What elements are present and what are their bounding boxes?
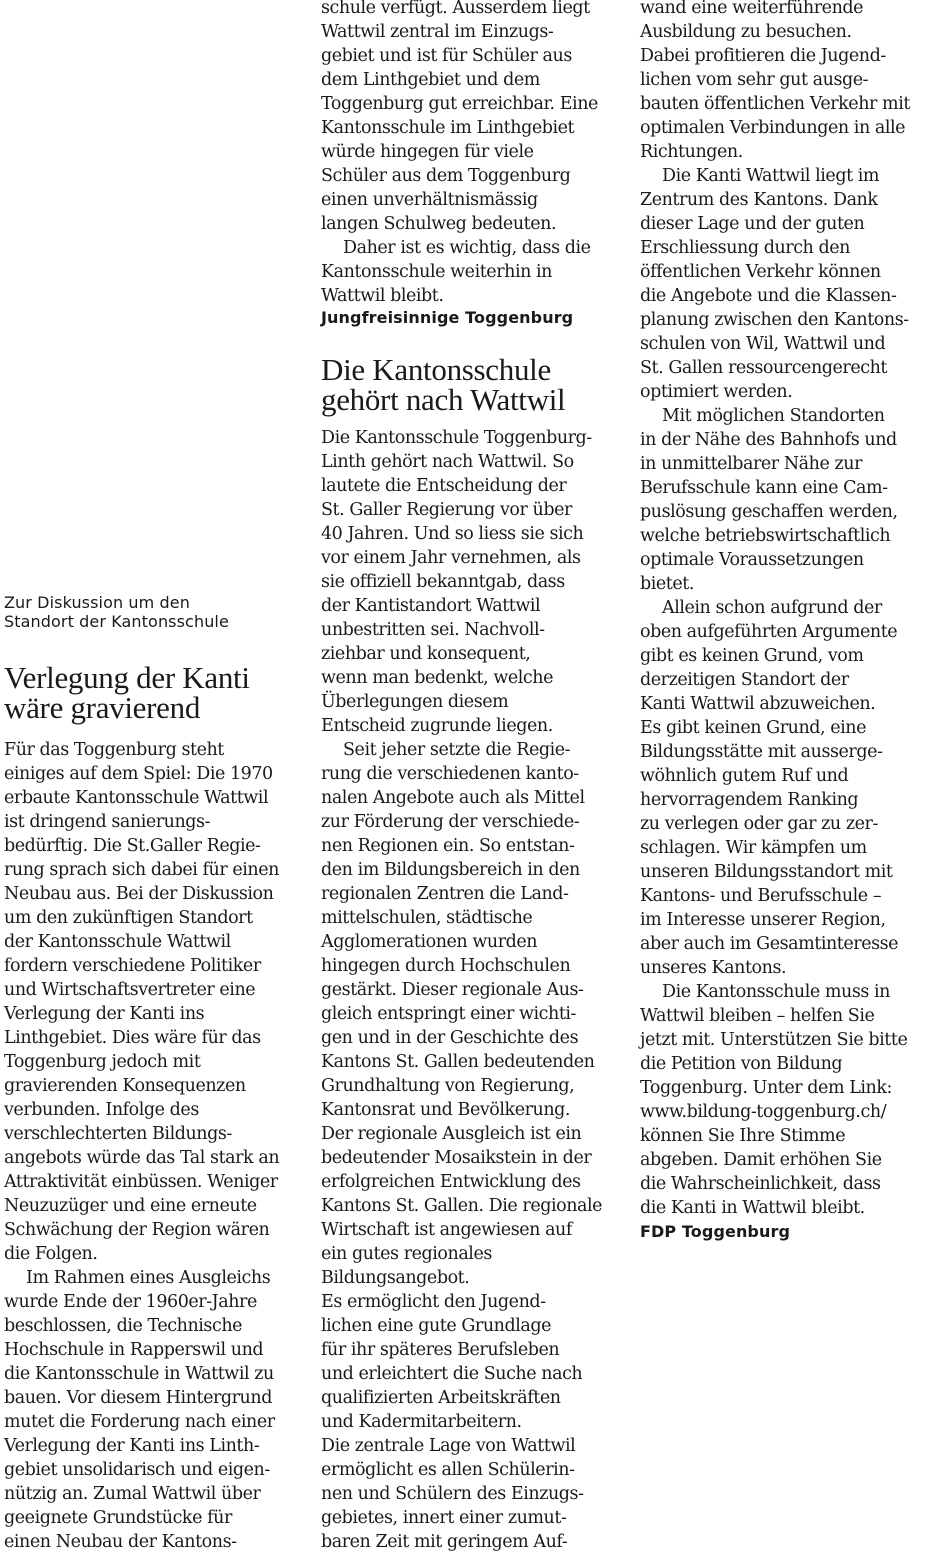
letter-2-paragraph-6: Mit möglichen Standorten in der Nähe des Bahnhofs und in unmittelbarer Nähe zur Berufsschule kann eine Cam- puslösung geschaffen werden, welche betriebswirtschaftlich optimale Voraussetzungen bietet. bbox=[640, 406, 898, 594]
letter-2-paragraph-4b: wand eine weiterführende Ausbildung zu besuchen. Dabei profitieren die Jugend- lichen vom sehr gut ausge- bauten öffentlichen Verkehr mit optimalen Verbindungen in alle Richtungen. bbox=[640, 0, 910, 162]
article-kicker: Zur Diskussion um den Standort der Kantonsschule bbox=[4, 593, 229, 631]
letter-1-body-part-2 bbox=[321, 0, 621, 308]
letter-1-paragraph-2a: Im Rahmen eines Ausgleichs wurde Ende der 1960er-Jahre beschlossen, die Technische Hochschule in Rapperswil und die Kantonsschule in Wattwil zu bauen. Vor diesem Hintergrund mutet die Forderung nach einer Verlegung der Kanti ins Linth- gebiet unsolidarisch und eigen- nützig an. Zumal Wattwil über geeignete Grundstücke für einen Neubau der Kantons- bbox=[4, 1268, 275, 1552]
letter-2-paragraph-8: Die Kantonsschule muss in Wattwil bleiben – helfen Sie jetzt mit. Unterstützen Sie bitte die Petition von Bildung Toggenburg. Unter dem Link: www.bildung-toggenburg.ch/ können Sie Ihre Stimme abgeben. Damit erhöhen Sie die Wahrscheinlichkeit, dass die Kanti in Wattwil bleibt. bbox=[640, 982, 908, 1218]
letter-1-paragraph-2b: schule verfügt. Ausserdem liegt Wattwil zentral im Einzugs- gebiet und ist für Schüler aus dem Linthgebiet und dem Toggenburg gut erreichbar. Eine Kantonsschule im Linthgebiet würde hingegen für viele Schüler aus dem Toggenburg einen unverhältnismässig langen Schulweg bedeuten. bbox=[321, 0, 598, 234]
letter-2-headline: Die Kantonsschule gehört nach Wattwil bbox=[321, 352, 566, 417]
letter-2-paragraph-7: Allein schon aufgrund der oben aufgeführten Argumente gibt es keinen Grund, vom derzeitigen Standort der Kanti Wattwil abzuweichen. Es gibt keinen Grund, eine Bildungsstätte mit ausserge- wöhnlich gutem Ruf und hervorragendem Ranking zu verlegen oder gar zu zer- schlagen. Wir kämpfen um unseren Bildungsstandort mit Kantons- und Berufsschule – im Interesse unserer Region, aber auch im Gesamtinteresse unseres Kantons. bbox=[640, 598, 899, 978]
letter-1-paragraph-1: Für das Toggenburg steht einiges auf dem Spiel: Die 1970 erbaute Kantonsschule Wattwil ist dringend sanierungs- bedürftig. Die St.Galler Regie- rung sprach sich dabei für einen Neubau aus. Bei der Diskussion um den zukünftigen Standort der Kantonsschule Wattwil fordern verschiedene Politiker und Wirtschaftsvertreter eine Verlegung der Kanti ins Linthgebiet. Dies wäre für das Toggenburg jedoch mit gravierenden Konsequenzen verbunden. Infolge des verschlechterten Bildungs- angebots würde das Tal stark an Attraktivität einbüssen. Weniger Neuzuzüger und eine erneute Schwächung der Region wären die Folgen. bbox=[4, 740, 280, 1264]
letter-1-headline: Verlegung der Kanti wäre gravierend bbox=[4, 660, 250, 725]
letter-2-signature: FDP Toggenburg bbox=[640, 1222, 791, 1241]
letter-1-paragraph-3: Daher ist es wichtig, dass die Kantonsschule weiterhin in Wattwil bleibt. bbox=[321, 238, 591, 306]
letter-2-body-part-1 bbox=[321, 426, 621, 1554]
letter-2-paragraph-4a: Die zentrale Lage von Wattwil ermöglicht es allen Schülerin- nen und Schülern des Einzugs- gebietes, innert einer zumut- baren Zeit mit geringem Auf- bbox=[321, 1436, 584, 1552]
letter-2-paragraph-1: Die Kantonsschule Toggenburg- Linth gehört nach Wattwil. So lautete die Entscheidung der St. Galler Regierung vor über 40 Jahren. Und so liess sie sich vor einem Jahr vernehmen, als sie offiziell bekanntgab, dass der Kantistandort Wattwil unbestritten sei. Nachvoll- ziehbar und konsequent, wenn man bedenkt, welche Überlegungen diesem Entscheid zugrunde liegen. bbox=[321, 428, 592, 736]
letter-2-body-part-2 bbox=[640, 0, 932, 1244]
letter-2-paragraph-2: Seit jeher setzte die Regie- rung die verschiedenen kanto- nalen Angebote auch als Mittel zur Förderung der verschiede- nen Regionen ein. So entstan- den im Bildungsbereich in den regionalen Zentren die Land- mittelschulen, städtische Agglomerationen wurden hingegen durch Hochschulen gestärkt. Dieser regionale Aus- gleich entspringt einer wichti- gen und in der Geschichte des Kantons St. Gallen bedeutenden Grundhaltung von Regierung, Kantonsrat und Bevölkerung. Der regionale Ausgleich ist ein bedeutender Mosaikstein in der erfolgreichen Entwicklung des Kantons St. Gallen. Die regionale Wirtschaft ist angewiesen auf ein gutes regionales Bildungsangebot. bbox=[321, 740, 603, 1288]
letter-2-paragraph-5: Die Kanti Wattwil liegt im Zentrum des Kantons. Dank dieser Lage und der guten Erschliessung durch den öffentlichen Verkehr können die Angebote und die Klassen- planung zwischen den Kantons- schulen von Wil, Wattwil und St. Gallen ressourcengerecht optimiert werden. bbox=[640, 166, 909, 402]
letter-1-signature: Jungfreisinnige Toggenburg bbox=[321, 308, 574, 327]
letter-2-paragraph-3: Es ermöglicht den Jugend- lichen eine gute Grundlage für ihr späteres Berufsleben und erleichtert die Suche nach qualifizierten Arbeitskräften und Kadermitarbeitern. bbox=[321, 1292, 583, 1432]
letter-1-body-part-1 bbox=[4, 738, 304, 1554]
